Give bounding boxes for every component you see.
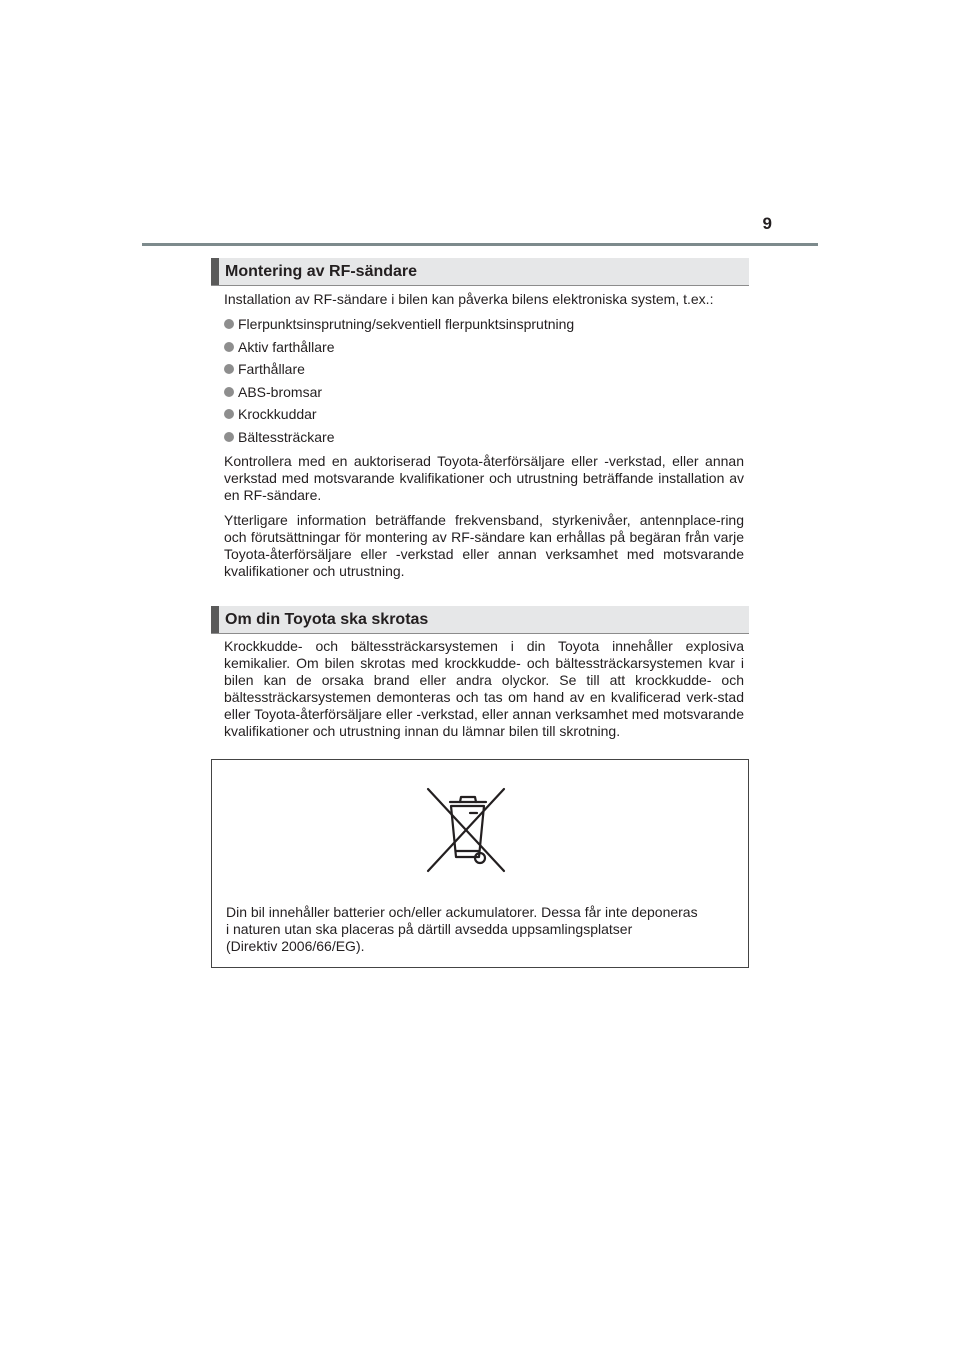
section-marker-bar (211, 258, 219, 285)
affected-systems-list (224, 316, 744, 446)
intro-paragraph: Installation av RF-sändare i bilen kan påverka bilens elektroniska system, t.ex.: (224, 291, 714, 307)
list-item: ABS-bromsar (224, 384, 744, 401)
crossed-out-wheelie-bin-icon (426, 787, 508, 873)
list-item: Bältessträckare (224, 429, 744, 446)
section-title: Montering av RF-sändare (225, 263, 418, 280)
section-title: Om din Toyota ska skrotas (225, 611, 429, 628)
battery-disposal-text (226, 904, 736, 955)
bullet-icon (224, 387, 234, 397)
notice-line: i naturen utan ska placeras på därtill avsedda uppsamlingsplatser (226, 921, 633, 937)
frequency-info-paragraph: Ytterligare information beträffande frekvensband, styrkenivåer, antennplace-ring och förutsättningar för montering av RF-sändare kan erhållas på begäran från varje Toyota-återförsäljare eller -verkstad eller annan verksamhet med motsvarande kvalifikationer och utrustning. (224, 511, 744, 579)
section-marker-bar (211, 606, 219, 633)
dealer-check-paragraph: Kontrollera med en auktoriserad Toyota-återförsäljare eller -verkstad, eller annan verkstad med motsvarande kvalifikationer och utrustning beträffande installation av en RF-sändare. (224, 452, 744, 503)
bullet-icon (224, 319, 234, 329)
list-item: Farthållare (224, 361, 744, 378)
page-number: 9 (762, 214, 772, 233)
list-item: Flerpunktsinsprutning/sekventiell flerpunktsinsprutning (224, 316, 744, 333)
bullet-icon (224, 432, 234, 442)
list-item: Aktiv farthållare (224, 339, 744, 356)
header-rule (142, 243, 818, 246)
notice-line: Din bil innehåller batterier och/eller ackumulatorer. Dessa får inte deponeras (226, 904, 698, 920)
section-header-rf-transmitter (211, 258, 749, 286)
section-body-rf-transmitter (224, 291, 744, 580)
battery-disposal-notice (211, 759, 749, 968)
bullet-icon (224, 342, 234, 352)
notice-line: (Direktiv 2006/66/EG). (226, 938, 365, 954)
section-header-scrapping (211, 606, 749, 634)
list-item: Krockkuddar (224, 406, 744, 423)
section-body-scrapping (224, 638, 744, 740)
bullet-icon (224, 409, 234, 419)
bullet-icon (224, 364, 234, 374)
scrapping-paragraph: Krockkudde- och bältessträckarsystemen i din Toyota innehåller explosiva kemikalier. Om bilen skrotas med krockkudde- och bältessträckarsystemen kvar i bilen kan de orsaka brand eller andra olyckor. Se till att krockkudde- och bältessträckarsystemen demonteras och tas om hand av en kvalificerad verk-stad eller Toyota-återförsäljare eller -verkstad, eller annan verksamhet med motsvarande kvalifikationer och utrustning innan du lämnar bilen till skrotning. (224, 638, 744, 739)
